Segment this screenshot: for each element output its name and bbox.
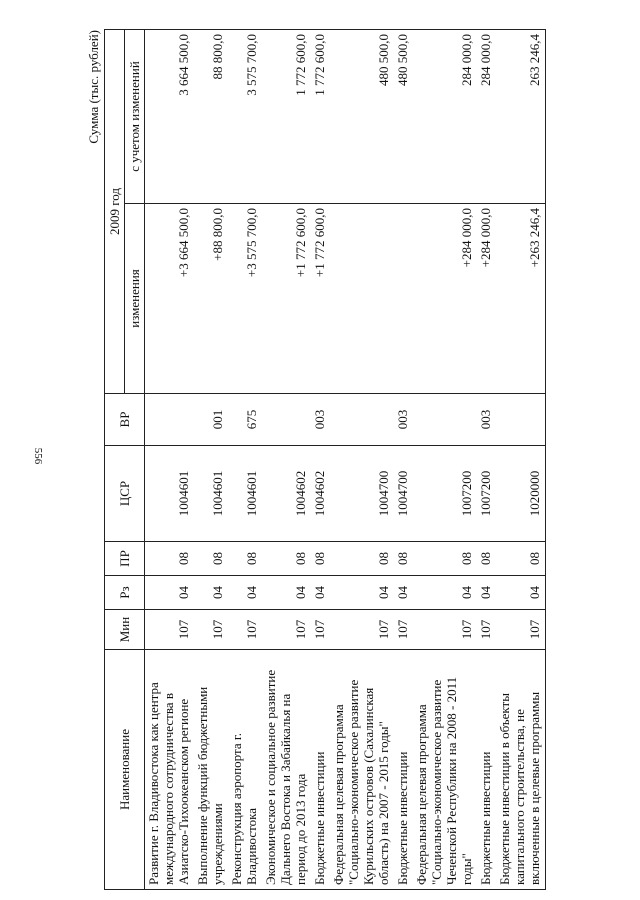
row-csr: 1004601	[194, 446, 228, 542]
row-pr: 08	[394, 542, 413, 576]
header-name: Наименование	[105, 650, 145, 890]
row-name: Реконструкция аэропорта г. Владивостока	[228, 650, 262, 890]
row-total: 1 772 600,0	[262, 30, 311, 204]
row-csr: 1020000	[496, 446, 546, 542]
row-rz: 04	[145, 576, 195, 610]
row-rz: 04	[477, 576, 496, 610]
header-vr: ВР	[105, 394, 145, 446]
row-min: 107	[194, 610, 228, 650]
table-row	[311, 30, 330, 890]
row-csr: 1004700	[330, 446, 394, 542]
row-name: Выполнение функций бюджетными учреждениями	[194, 650, 228, 890]
row-change: +3 575 700,0	[228, 204, 262, 394]
row-vr: 001	[194, 394, 228, 446]
row-vr	[496, 394, 546, 446]
row-csr: 1004601	[228, 446, 262, 542]
header-year: 2009 год	[105, 30, 125, 394]
row-rz: 04	[413, 576, 477, 610]
row-name: Федеральная целевая программа "Социально-экономическое развитие Курильских островов (Сахалинская область) на 2007 - 2015 годы"	[330, 650, 394, 890]
units-caption: Сумма (тыс. рублей)	[86, 30, 101, 144]
row-name: Федеральная целевая программа "Социально-экономическое развитие Чеченской Республики на 2008 - 2011 годы"	[413, 650, 477, 890]
row-total: 284 000,0	[413, 30, 477, 204]
table-row	[477, 30, 496, 890]
row-name: Развитие г. Владивостока как центра международного сотрудничества в Азиатско-Тихоокеанском регионе	[145, 650, 195, 890]
budget-table	[104, 29, 546, 890]
row-name: Бюджетные инвестиции	[394, 650, 413, 890]
page-number: 556	[32, 447, 44, 465]
row-vr: 675	[228, 394, 262, 446]
row-change: +284 000,0	[477, 204, 496, 394]
row-min: 107	[262, 610, 311, 650]
row-total: 88 800,0	[194, 30, 228, 204]
row-min: 107	[311, 610, 330, 650]
row-pr: 08	[194, 542, 228, 576]
row-total: 263 246,4	[496, 30, 546, 204]
row-vr: 003	[477, 394, 496, 446]
row-change: +284 000,0	[413, 204, 477, 394]
row-total: 480 500,0	[330, 30, 394, 204]
header-with-changes: с учетом изменений	[125, 30, 145, 204]
header-min: Мин	[105, 610, 145, 650]
row-change: +1 772 600,0	[311, 204, 330, 394]
row-rz: 04	[496, 576, 546, 610]
row-pr: 08	[145, 542, 195, 576]
row-name: Бюджетные инвестиции	[477, 650, 496, 890]
row-csr: 1004602	[311, 446, 330, 542]
row-name: Экономическое и социальное развитие Дальнего Востока и Забайкалья на период до 2013 года	[262, 650, 311, 890]
header-pr: ПР	[105, 542, 145, 576]
table-row	[413, 30, 477, 890]
table-row	[394, 30, 413, 890]
table-row	[145, 30, 195, 890]
row-change: +3 664 500,0	[145, 204, 195, 394]
row-change: +1 772 600,0	[262, 204, 311, 394]
row-total: 3 575 700,0	[228, 30, 262, 204]
row-pr: 08	[330, 542, 394, 576]
row-min: 107	[330, 610, 394, 650]
row-csr: 1004700	[394, 446, 413, 542]
row-change	[330, 204, 394, 394]
row-pr: 08	[228, 542, 262, 576]
row-name: Бюджетные инвестиции	[311, 650, 330, 890]
row-total: 3 664 500,0	[145, 30, 195, 204]
header-rz: Рз	[105, 576, 145, 610]
row-change: +88 800,0	[194, 204, 228, 394]
row-vr	[262, 394, 311, 446]
row-pr: 08	[413, 542, 477, 576]
table-body	[145, 30, 546, 890]
row-min: 107	[145, 610, 195, 650]
table-row	[330, 30, 394, 890]
row-csr: 1007200	[477, 446, 496, 542]
row-vr: 003	[311, 394, 330, 446]
row-change: +263 246,4	[496, 204, 546, 394]
row-csr: 1004601	[145, 446, 195, 542]
row-rz: 04	[228, 576, 262, 610]
row-min: 107	[496, 610, 546, 650]
table-row	[496, 30, 546, 890]
row-rz: 04	[262, 576, 311, 610]
row-pr: 08	[477, 542, 496, 576]
row-pr: 08	[311, 542, 330, 576]
row-total: 284 000,0	[477, 30, 496, 204]
table-row	[228, 30, 262, 890]
row-csr: 1007200	[413, 446, 477, 542]
row-total: 1 772 600,0	[311, 30, 330, 204]
row-name: Бюджетные инвестиции в объекты капитального строительства, не включенные в целевые программы	[496, 650, 546, 890]
row-pr: 08	[262, 542, 311, 576]
table-row	[194, 30, 228, 890]
row-vr	[145, 394, 195, 446]
row-csr: 1004602	[262, 446, 311, 542]
row-change	[394, 204, 413, 394]
header-csr: ЦСР	[105, 446, 145, 542]
row-min: 107	[477, 610, 496, 650]
row-rz: 04	[194, 576, 228, 610]
row-vr	[330, 394, 394, 446]
row-rz: 04	[330, 576, 394, 610]
row-min: 107	[228, 610, 262, 650]
row-vr	[413, 394, 477, 446]
row-total: 480 500,0	[394, 30, 413, 204]
row-rz: 04	[311, 576, 330, 610]
table-row	[262, 30, 311, 890]
rotated-page-content	[80, 30, 590, 890]
row-rz: 04	[394, 576, 413, 610]
row-pr: 08	[496, 542, 546, 576]
row-vr: 003	[394, 394, 413, 446]
row-min: 107	[394, 610, 413, 650]
row-min: 107	[413, 610, 477, 650]
header-changes: изменения	[125, 204, 145, 394]
